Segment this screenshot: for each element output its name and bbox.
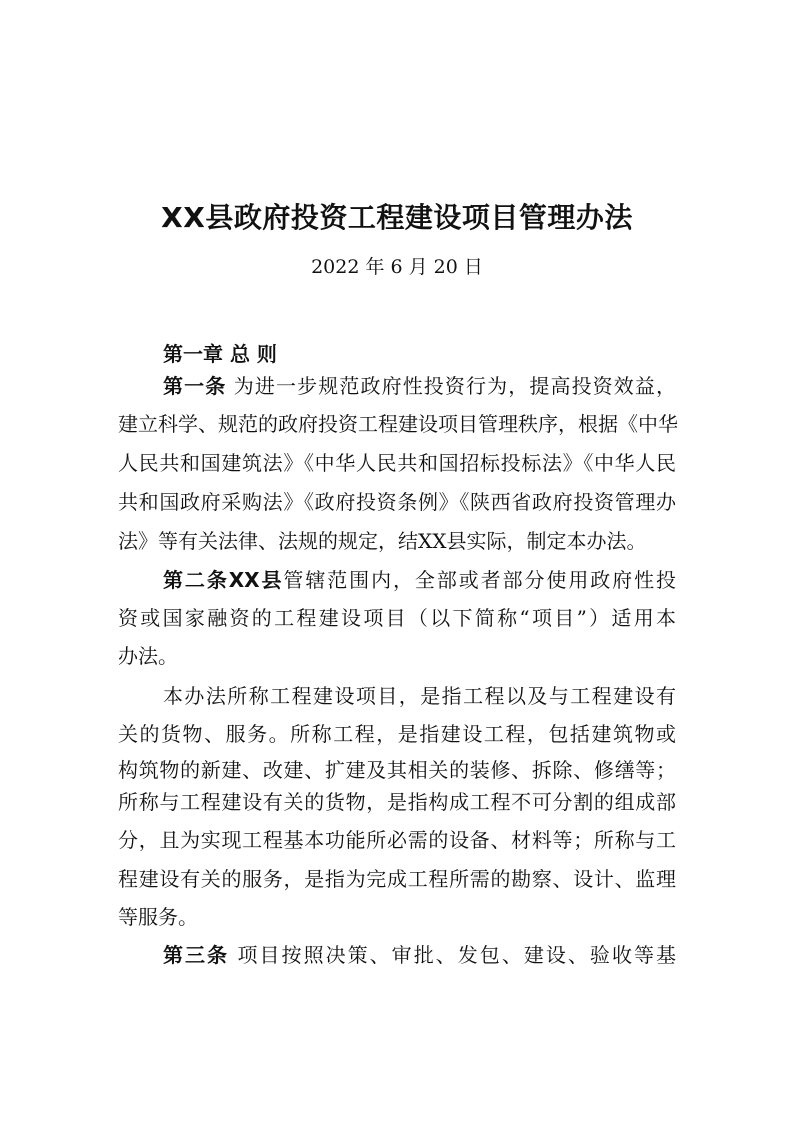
paragraph-line: 办法。 [118,644,178,668]
paragraph-line: 法》等有关法律、法规的规定，结XX县实际，制定本办法。 [118,529,647,553]
chapter-heading: 第一章 总 则 [163,342,277,366]
paragraph-line: 所称与工程建设有关的货物，是指构成工程不可分割的组成部 [118,790,676,814]
paragraph-line: 第二条XX县管辖范围内，全部或者部分使用政府性投 [163,568,676,592]
paragraph-line: 共和国政府采购法》《政府投资条例》《陕西省政府投资管理办 [118,490,676,514]
article-label: 第二条XX县 [163,568,284,592]
paragraph-line: 等服务。 [118,905,198,929]
paragraph-line: 关的货物、服务。所称工程，是指建设工程，包括建筑物或 [118,722,676,746]
paragraph-line: 第一条 为进一步规范政府性投资行为，提高投资效益， [163,374,677,398]
article-label: 第三条 [163,943,230,967]
paragraph-line: 分，且为实现工程基本功能所必需的设备、材料等；所称与工 [118,828,676,852]
paragraph-line: 构筑物的新建、改建、扩建及其相关的装修、拆除、修缮等； [118,758,676,782]
article-label: 第一条 [163,374,227,398]
paragraph-line: 程建设有关的服务，是指为完成工程所需的勘察、设计、监理 [118,867,676,891]
document-date: 2022 年 6 月 20 日 [311,256,483,278]
document-title: XX县政府投资工程建设项目管理办法 [161,201,633,234]
paragraph-line: 资或国家融资的工程建设项目（以下简称“项目”）适用本 [118,606,676,630]
paragraph-line: 人民共和国建筑法》《中华人民共和国招标投标法》《中华人民 [118,451,676,475]
paragraph-line: 第三条 项目按照决策、审批、发包、建设、验收等基 [163,943,677,967]
paragraph-line: 建立科学、规范的政府投资工程建设项目管理秩序，根据《中华 [118,412,678,436]
paragraph-line: 本办法所称工程建设项目，是指工程以及与工程建设有 [163,684,676,708]
